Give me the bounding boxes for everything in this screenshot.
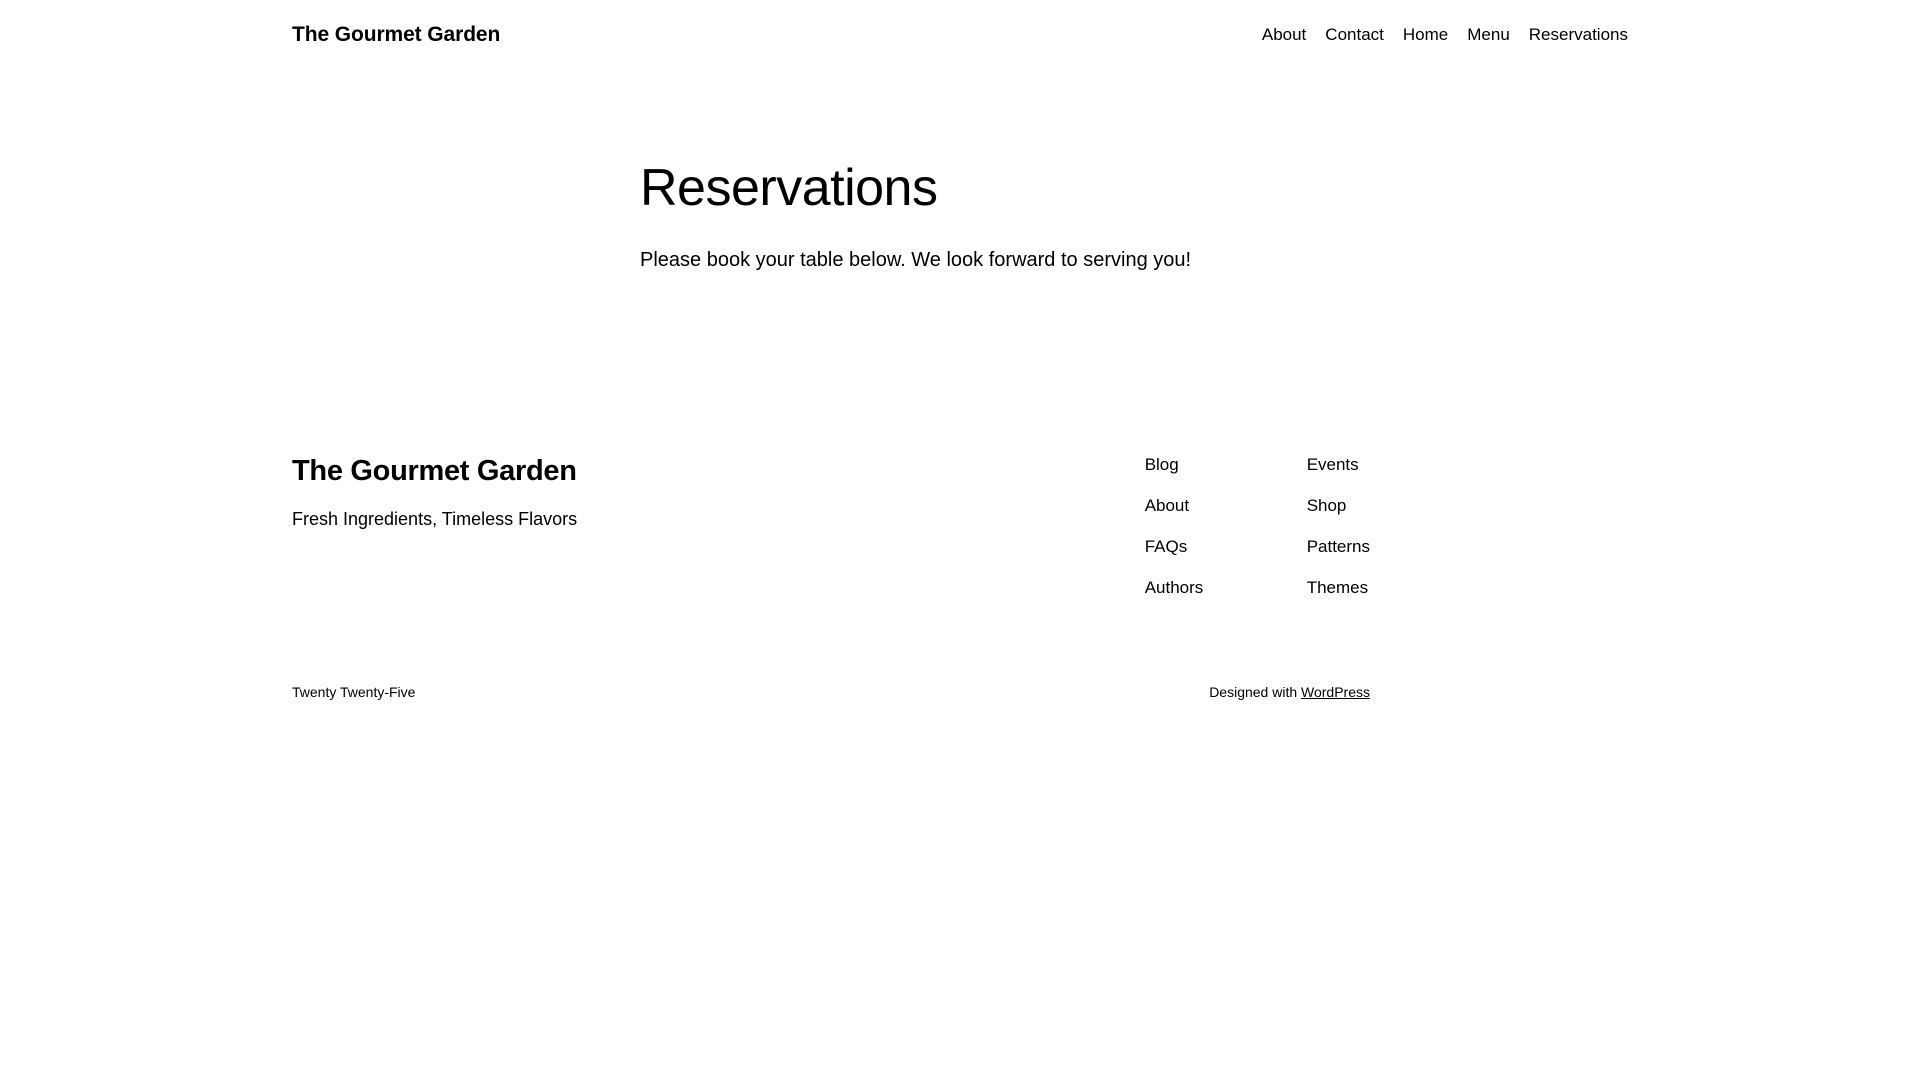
footer-site-title: The Gourmet Garden [292,455,577,487]
nav-item-contact[interactable]: Contact [1325,25,1384,44]
site-header [0,0,1920,70]
footer-link-events[interactable]: Events [1306,455,1359,474]
footer-link-themes[interactable]: Themes [1306,578,1369,597]
page-intro-text: Please book your table below. We look forward to serving you! [640,249,1192,272]
footer-link-blog[interactable]: Blog [1144,455,1179,474]
footer-brand [292,455,992,530]
site-footer [0,455,1920,700]
footer-link-faqs[interactable]: FAQs [1144,537,1188,556]
footer-theme-name: Twenty Twenty-Five [292,684,416,700]
nav-item-home[interactable]: Home [1402,25,1449,44]
footer-column-two [1307,455,1370,598]
footer-credit [1209,684,1370,700]
footer-link-columns [1145,455,1628,598]
footer-top [292,455,1628,598]
footer-bottom [292,684,1628,700]
footer-credit-prefix: Designed with [1209,684,1302,700]
nav-item-menu[interactable]: Menu [1467,25,1510,44]
footer-link-patterns[interactable]: Patterns [1306,537,1370,556]
nav-item-reservations[interactable]: Reservations [1528,25,1628,44]
footer-credit-link[interactable]: WordPress [1301,684,1370,700]
footer-column-one [1145,455,1207,598]
footer-link-about[interactable]: About [1144,496,1190,515]
footer-link-authors[interactable]: Authors [1144,578,1204,597]
page-title: Reservations [640,159,938,217]
footer-link-shop[interactable]: Shop [1306,496,1347,515]
site-title[interactable]: The Gourmet Garden [292,23,501,46]
main-navigation [1262,25,1628,45]
main-content [0,160,1920,275]
footer-tagline: Fresh Ingredients, Timeless Flavors [292,509,578,529]
nav-item-about[interactable]: About [1261,25,1307,44]
